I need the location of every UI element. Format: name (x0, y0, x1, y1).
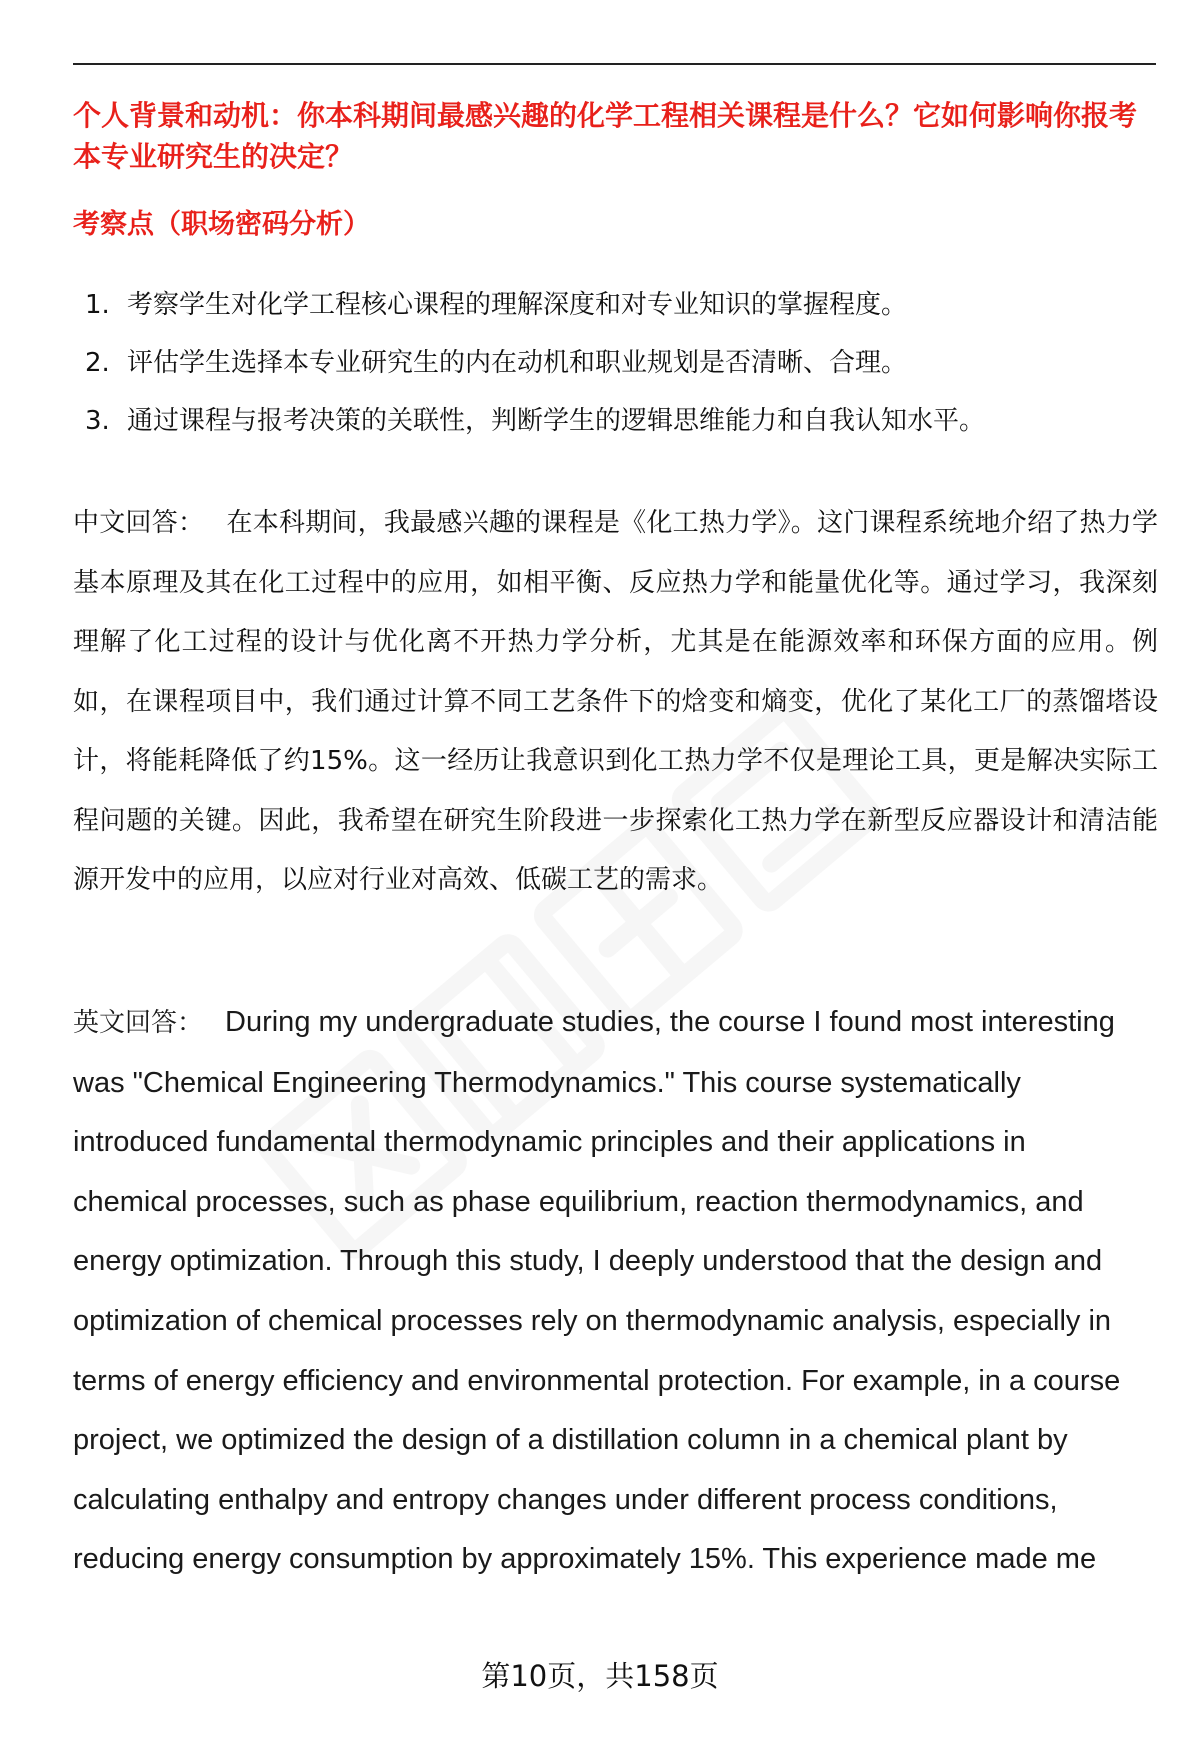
list-item-number: 3. (85, 406, 110, 436)
chinese-answer (73, 494, 1158, 911)
chinese-answer-label: 中文回答： (73, 508, 205, 538)
page-number: 第10页，共158页 (481, 1659, 719, 1693)
top-divider (73, 63, 1156, 65)
list-item (73, 401, 1158, 459)
list-item-number: 2. (85, 348, 110, 378)
list-item-text: 通过课程与报考决策的关联性，判断学生的逻辑思维能力和自我认知水平。 (127, 406, 986, 436)
list-item (73, 343, 1158, 401)
list-item-number: 1. (85, 290, 110, 320)
english-answer-label: 英文回答： (73, 1008, 204, 1038)
english-answer (73, 993, 1148, 1590)
list-item-text: 评估学生选择本专业研究生的内在动机和职业规划是否清晰、合理。 (127, 348, 908, 378)
analysis-points-list (73, 285, 1158, 459)
list-item (73, 285, 1158, 343)
chinese-answer-text: 在本科期间，我最感兴趣的课程是《化工热力学》。这门课程系统地介绍了热力学基本原理及其在化工过程中的应用，如相平衡、反应热力学和能量优化等。通过学习，我深刻理解了化工过程的设计与优化离不开热力学分析，尤其是在能源效率和环保方面的应用。例如，在课程项目中，我们通过计算不同工艺条件下的焓变和熵变，优化了某化工厂的蒸馏塔设计，将能耗降低了约15%。这一经历让我意识到化工热力学不仅是理论工具，更是解决实际工程问题的关键。因此，我希望在研究生阶段进一步探索化工热力学在新型反应器设计和清洁能源开发中的应用，以应对行业对高效、低碳工艺的需求。 (73, 508, 1158, 895)
list-item-text: 考察学生对化学工程核心课程的理解深度和对专业知识的掌握程度。 (127, 290, 908, 320)
analysis-heading: 考察点（职场密码分析） (73, 209, 370, 240)
question-title: 个人背景和动机：你本科期间最感兴趣的化学工程相关课程是什么？它如何影响你报考本专业研究生的决定？ (73, 99, 1138, 173)
english-answer-text: During my undergraduate studies, the course I found most interesting was "Chemical Engineering Thermodynamics." This course systematically introduced fundamental thermodynamic principles and their applications in chemical processes, such as phase equilibrium, reaction thermodynamics, and energy optimization. Through this study, I deeply understood that the design and optimization of chemical processes rely on thermodynamic analysis, especially in terms of energy efficiency and environmental protection. For example, in a course project, we optimized the design of a distillation column in a chemical plant by calculating enthalpy and entropy changes under different process conditions, reducing energy consumption by approximately 15%. This experience made me (73, 1006, 1121, 1576)
